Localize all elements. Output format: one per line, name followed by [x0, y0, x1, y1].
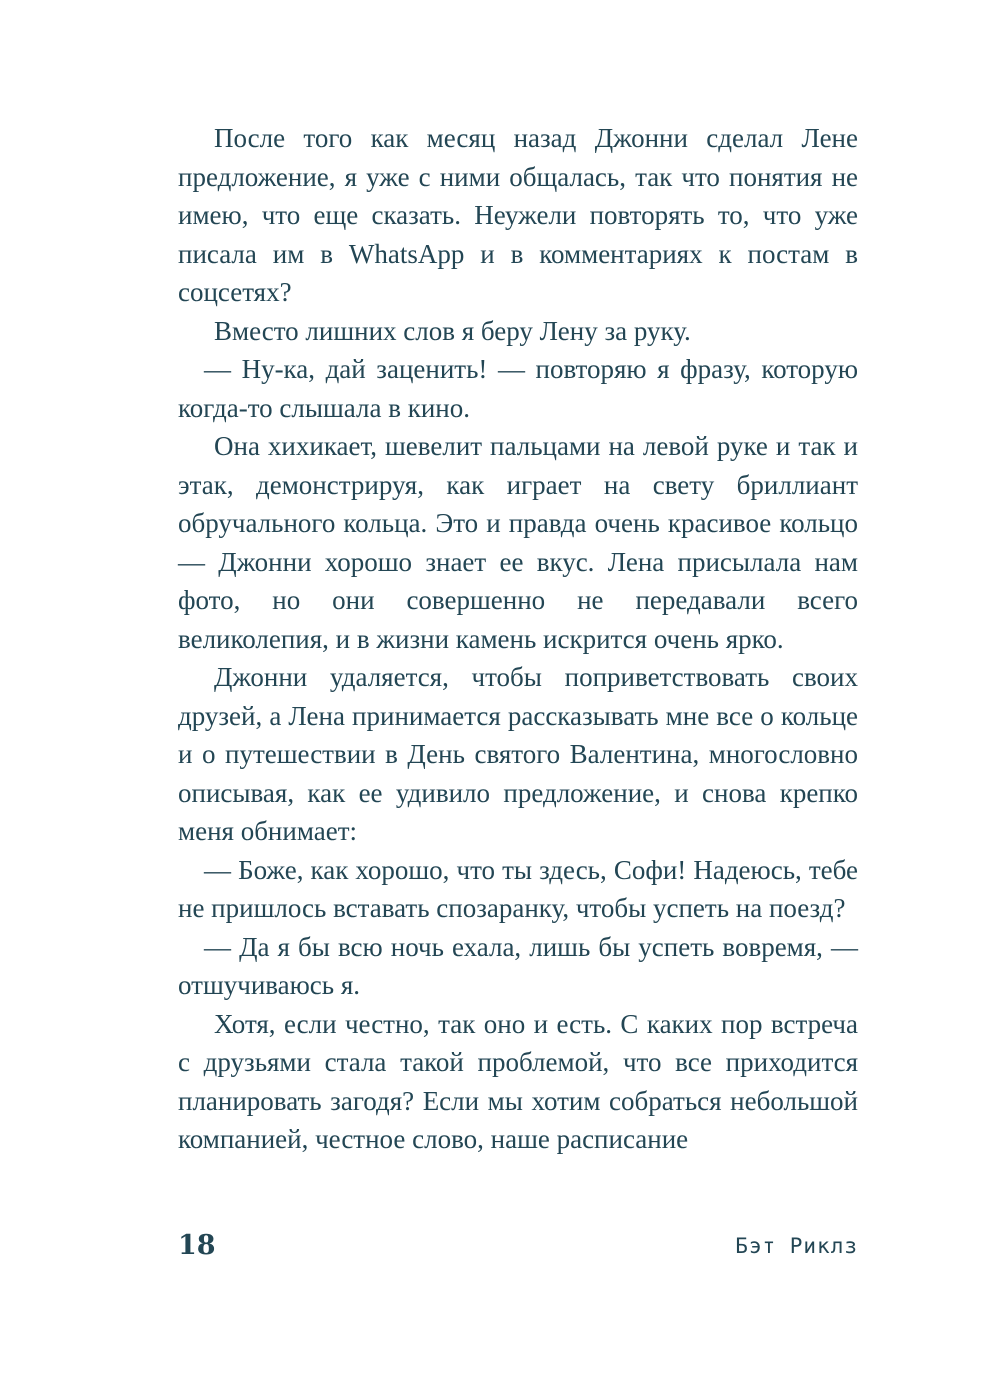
body-text: [178, 119, 858, 1159]
paragraph: Она хихикает, шевелит пальцами на левой руке и так и этак, демонстрируя, как играет на свету бриллиант обручального кольца. Это и правда очень красивое кольцо — Джонни хорошо знает ее вкус. Лена присылала нам фото, но они совершенно не передавали всего великолепия, и в жизни камень искрится очень ярко.: [178, 431, 858, 654]
dialog-line: — Да я бы всю ночь ехала, лишь бы успеть вовремя, — отшучиваюсь я.: [178, 931, 858, 1000]
dialog-line: — Ну-ка, дай заценить! — повторяю я фразу, которую когда-то слышала в кино.: [178, 354, 858, 423]
paragraph: Хотя, если честно, так оно и есть. С каких пор встреча с друзьями стала такой проблемой, что все приходится планировать загодя? Если мы хотим собраться небольшой компанией, честное слово, наше расписание: [178, 1008, 858, 1154]
running-footer-author: Бэт Риклз: [735, 1234, 858, 1258]
dialog-line: — Боже, как хорошо, что ты здесь, Софи! Надеюсь, тебе не пришлось вставать спозаранку, чтобы успеть на поезд?: [178, 854, 858, 923]
paragraph: Джонни удаляется, чтобы поприветствовать своих друзей, а Лена принимается рассказывать мне все о кольце и о путешествии в День святого Валентина, многословно описывая, как ее удивило предложение, и снова крепко меня обнимает:: [178, 662, 858, 846]
paragraph: Вместо лишних слов я беру Лену за руку.: [214, 315, 691, 346]
page-number: 18: [178, 1230, 216, 1261]
paragraph: После того как месяц назад Джонни сделал Лене предложение, я уже с ними общалась, так что понятия не имею, что еще сказать. Неужели повторять то, что уже писала им в WhatsApp и в комментариях к постам в соцсетях?: [178, 123, 858, 307]
